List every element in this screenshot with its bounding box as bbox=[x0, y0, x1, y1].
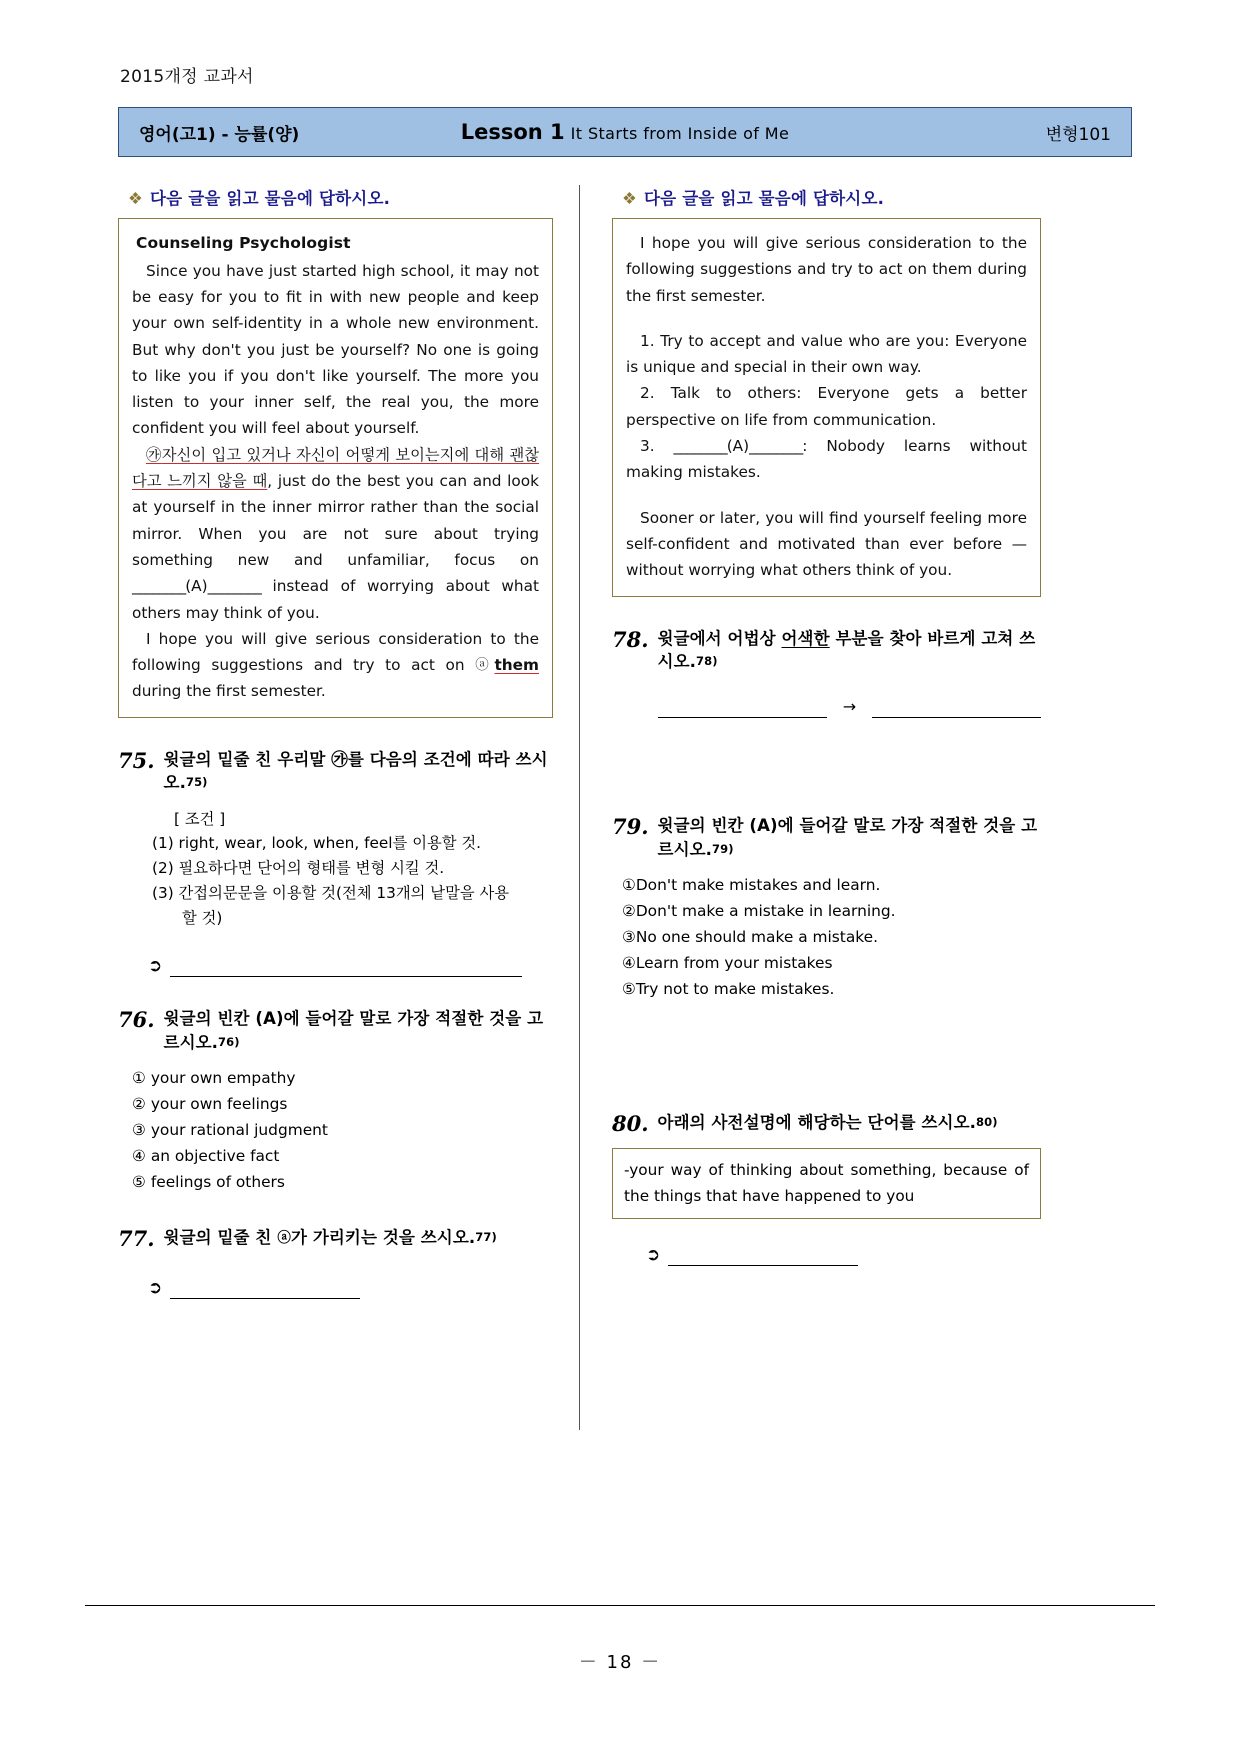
passage-para3-tail: during the first semester. bbox=[132, 682, 326, 701]
question-78 bbox=[612, 627, 1041, 674]
blank-a-right: ________(A)________ bbox=[673, 437, 803, 456]
passage-paragraph-3 bbox=[132, 626, 539, 705]
condition-item: (3) 간접의문문을 이용할 것(전체 13개의 낱말을 사용 bbox=[152, 883, 510, 902]
choice-label: an objective fact bbox=[150, 1146, 280, 1165]
question-77-sup: 77) bbox=[475, 1229, 497, 1244]
question-75-answer-line[interactable] bbox=[148, 956, 553, 977]
ga-marker: ㉮ bbox=[146, 445, 162, 464]
question-79-text bbox=[658, 814, 1041, 861]
passage-paragraph-2 bbox=[132, 442, 539, 626]
choice-label: Try not to make mistakes. bbox=[635, 979, 835, 998]
right-passage-paragraph-last: Sooner or later, you will find yourself feeling more self-confident and motivated than ever before — without worrying what others think of you. bbox=[626, 508, 1027, 580]
question-77-prompt-b: 가 가리키는 것을 쓰시오. bbox=[290, 1227, 476, 1247]
question-75-text bbox=[164, 748, 553, 795]
choice-option[interactable] bbox=[622, 899, 1041, 925]
choice-marker: ⑤ bbox=[132, 1172, 146, 1191]
question-75-conditions bbox=[152, 807, 553, 931]
choice-option[interactable] bbox=[132, 1092, 553, 1118]
answer-arrow-icon: ➲ bbox=[148, 956, 163, 977]
right-column bbox=[586, 185, 1041, 1430]
question-79-prompt: 윗글의 빈칸 (A)에 들어갈 말로 가장 적절한 것을 고르시오. bbox=[657, 816, 1038, 859]
question-79-choices bbox=[622, 873, 1041, 1002]
choice-option[interactable] bbox=[622, 873, 1041, 899]
left-instruction bbox=[128, 185, 553, 209]
answer-blank-from[interactable] bbox=[658, 703, 827, 718]
footer-divider bbox=[85, 1605, 1155, 1606]
choice-marker: ③ bbox=[132, 1120, 146, 1139]
choice-option[interactable] bbox=[622, 951, 1041, 977]
question-77-answer-line[interactable] bbox=[148, 1277, 553, 1299]
arrow-right-icon: → bbox=[842, 697, 857, 717]
right-passage-paragraph-1: I hope you will give serious consideration to the following suggestions and try to act on them during the first semester. bbox=[626, 234, 1027, 305]
suggestion-item-2: 2. Talk to others: Everyone gets a better perspective on life from communication. bbox=[626, 384, 1027, 429]
answer-blank[interactable] bbox=[668, 1251, 858, 1266]
question-76-prompt: 윗글의 빈칸 (A)에 들어갈 말로 가장 적절한 것을 고르시오. bbox=[163, 1009, 544, 1052]
choice-label: your own feelings bbox=[150, 1095, 288, 1114]
question-77-prompt-a: 윗글의 밑줄 친 bbox=[163, 1227, 278, 1247]
passage-paragraph-1 bbox=[132, 258, 539, 442]
choice-option[interactable] bbox=[132, 1170, 553, 1196]
question-75 bbox=[118, 748, 553, 795]
column-divider bbox=[579, 185, 580, 1430]
blank-a-label-right: (A) bbox=[726, 437, 750, 456]
definition-text: -your way of thinking about something, because of the things that have happened to you bbox=[624, 1160, 1029, 1205]
question-78-prompt-b: 부분을 찾아 바르게 고쳐 쓰시오. bbox=[657, 628, 1036, 671]
question-77 bbox=[118, 1226, 553, 1252]
answer-blank-to[interactable] bbox=[872, 703, 1041, 718]
left-passage-box bbox=[118, 218, 553, 718]
a-marker: ⓐ bbox=[475, 657, 495, 674]
passage-para1-text: Since you have just started high school, it may not be easy for you to fit in with new people and keep your own self-identity in a whole new environment. But why don't you just be yourself? No one is going to like you if you don't like yourself. The more you listen to your inner self, the real you, the more confident you will feel about yourself. bbox=[132, 261, 539, 438]
suggestion-item-3 bbox=[626, 433, 1027, 486]
choice-marker: ① bbox=[132, 1069, 146, 1088]
choice-label: your own empathy bbox=[150, 1069, 296, 1088]
lesson-title-label: It Starts from Inside of Me bbox=[570, 124, 790, 143]
condition-item: 할 것) bbox=[182, 908, 223, 927]
question-79-sup: 79) bbox=[712, 841, 734, 856]
lesson-number-label: Lesson 1 bbox=[460, 120, 565, 144]
left-column bbox=[118, 185, 573, 1430]
answer-blank[interactable] bbox=[170, 962, 522, 977]
choice-marker: ③ bbox=[622, 928, 636, 946]
passage-para2-text: , just do the best you can and look at yourself in the inner mirror rather than the social mirror. When you are not sure about trying something new and unfamiliar, focus on bbox=[132, 472, 539, 569]
question-78-text bbox=[658, 627, 1041, 674]
passage-para2-tail: instead of worrying about what others may think of you. bbox=[132, 577, 539, 622]
choice-option[interactable] bbox=[132, 1066, 553, 1092]
question-80-number: 80. bbox=[612, 1110, 649, 1136]
passage-gap bbox=[626, 309, 1027, 328]
choice-option[interactable] bbox=[132, 1144, 553, 1170]
answer-arrow-icon: ➲ bbox=[148, 1277, 163, 1298]
choice-option[interactable] bbox=[132, 1118, 553, 1144]
question-79 bbox=[612, 814, 1041, 861]
condition-title: [ 조건 ] bbox=[174, 809, 226, 828]
page-number: － 18 － bbox=[578, 1652, 662, 1673]
right-instruction bbox=[622, 185, 1041, 209]
diamond-icon: ❖ bbox=[128, 189, 143, 208]
question-78-answer-pair[interactable] bbox=[658, 699, 1041, 718]
condition-item: (2) 필요하다면 단어의 형태를 변형 시킬 것. bbox=[152, 859, 445, 878]
subject-label: 영어(고1) - 능률(양) bbox=[139, 124, 300, 145]
question-80-definition-box bbox=[612, 1148, 1041, 1219]
right-passage-box bbox=[612, 218, 1041, 597]
korean-underlined-text: 자신이 입고 있거나 자신이 어떻게 보이는지에 대해 괜찮다고 느끼지 않을 때 bbox=[132, 445, 539, 491]
question-80-sup: 80) bbox=[976, 1114, 998, 1129]
question-77-number: 77. bbox=[118, 1225, 155, 1251]
question-76-number: 76. bbox=[118, 1007, 155, 1033]
question-75-prompt: 윗글의 밑줄 친 우리말 ㉮를 다음의 조건에 따라 쓰시오. bbox=[163, 749, 548, 793]
choice-marker: ② bbox=[622, 902, 636, 921]
right-instruction-text: 다음 글을 읽고 물음에 답하시오. bbox=[644, 189, 885, 208]
diamond-icon: ❖ bbox=[622, 189, 637, 208]
suggestion-3-tail: : Nobody learns without making mistakes. bbox=[626, 437, 1027, 482]
question-78-underlined-word: 어색한 bbox=[781, 628, 830, 648]
question-76 bbox=[118, 1007, 553, 1054]
condition-item: (1) right, wear, look, when, feel를 이용할 것. bbox=[152, 834, 482, 853]
lesson-header-bar bbox=[118, 107, 1132, 157]
left-instruction-text: 다음 글을 읽고 물음에 답하시오. bbox=[150, 189, 391, 208]
variant-label: 변형101 bbox=[1045, 124, 1111, 145]
choice-marker: ⑤ bbox=[622, 979, 636, 998]
question-78-prompt-a: 윗글에서 어법상 bbox=[657, 628, 782, 648]
question-75-sup: 75) bbox=[185, 775, 208, 790]
choice-option[interactable] bbox=[622, 925, 1041, 951]
passage-gap bbox=[626, 486, 1027, 505]
choice-marker: ① bbox=[622, 876, 636, 895]
choice-label: Don't make a mistake in learning. bbox=[635, 902, 896, 921]
question-78-sup: 78) bbox=[696, 653, 718, 668]
choice-label: No one should make a mistake. bbox=[635, 928, 878, 946]
question-75-number: 75. bbox=[118, 747, 155, 773]
choice-label: Don't make mistakes and learn. bbox=[635, 876, 881, 895]
them-underlined: them bbox=[494, 656, 539, 675]
question-76-sup: 76) bbox=[218, 1034, 240, 1049]
blank-a-label-left: (A) bbox=[185, 577, 208, 596]
passage-title: Counseling Psychologist bbox=[136, 234, 351, 252]
question-80-answer-line[interactable] bbox=[646, 1245, 1041, 1266]
question-79-number: 79. bbox=[612, 814, 649, 840]
choice-label: Learn from your mistakes bbox=[635, 953, 833, 972]
answer-blank[interactable] bbox=[170, 1284, 360, 1299]
a-marker-ref: ⓐ bbox=[277, 1229, 291, 1246]
two-column-body bbox=[118, 185, 1132, 1430]
question-78-number: 78. bbox=[612, 626, 649, 652]
suggestion-3-number: 3. bbox=[640, 437, 655, 456]
choice-option[interactable] bbox=[622, 977, 1041, 1003]
answer-arrow-icon: ➲ bbox=[646, 1245, 661, 1266]
choice-label: your rational judgment bbox=[150, 1120, 328, 1139]
document-kicker: 2015개정 교과서 bbox=[120, 67, 254, 87]
passage-para3-text: I hope you will give serious consideration to the following suggestions and try to act on bbox=[132, 629, 539, 675]
question-77-text bbox=[164, 1226, 497, 1249]
question-80-prompt: 아래의 사전설명에 해당하는 단어를 쓰시오. bbox=[657, 1112, 976, 1132]
question-80-text bbox=[658, 1111, 998, 1134]
question-76-text bbox=[164, 1007, 553, 1054]
question-76-choices bbox=[132, 1066, 553, 1195]
suggestion-item-1: 1. Try to accept and value who are you: Everyone is unique and special in their own way. bbox=[626, 331, 1027, 377]
choice-marker: ② bbox=[132, 1095, 146, 1114]
choice-marker: ④ bbox=[622, 953, 636, 972]
choice-marker: ④ bbox=[132, 1146, 146, 1165]
choice-label: feelings of others bbox=[150, 1172, 285, 1191]
question-80 bbox=[612, 1111, 1041, 1137]
blank-a-left: ________(A)________ bbox=[132, 577, 261, 596]
